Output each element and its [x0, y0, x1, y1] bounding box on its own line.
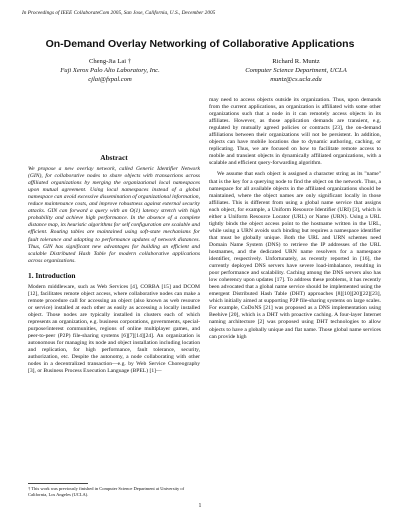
author-affiliation: Fuji Xerox Palo Alto Laboratory, Inc.: [60, 67, 160, 74]
left-column: [28, 101, 200, 379]
body-paragraph: We assume that each object is assigned a character string as its "name" that is the key for a querying node to find the object on the network. Thus, a namespace for all available objects in the affiliated organizations should be maintained, where the object names are only significant locally in those affiliates. This is different from using a global name service that assigns each object, for example, a Uniform Resource Identifier (URI) [3], which is either a Uniform Resource Locator (URL) or Name (URN). Using a URL tightly binds the object access point to the hostname written in the URL, while using a URN avoids such binding but requires a namespace identifier that must be globally unique. Both the URL and URN schemes need Domain Name System (DNS) to retrieve the IP addresses of the URL hostnames, and the dedicated URN name resolvers for a namespace identifier, respectively. Unfortunately, as recently reported in [16], the currently deployed DNS servers have severe load-imbalance, resulting in poor performance and scalability. Caching among the DNS servers also has low coherency upon updates [17]. To address these problems, it has recently been advocated that a global name service should be implemented using the emergent Distributed Hash Table (DHT) approaches [8][10][20][22][23], which initially aimed at supporting P2P file-sharing systems on large scales. For example, CoDoNS [21] was proposed as a DNS implementation using Beehive [20], which is a DHT with proactive caching. A four-layer Internet naming architecture [2] was proposed using DHT technologies to allow objects to have a globally unique and flat name. Those global name services can provide high: [209, 171, 381, 340]
page-number: 1: [198, 503, 202, 509]
author-block: [206, 57, 386, 84]
author-email: muntz@cs.ucla.edu: [270, 76, 322, 83]
author-name: Richard R. Muntz: [272, 58, 320, 65]
abstract-text: We propose a new overlay network, called Generic Identifier Network (GIN), for collaborative nodes to share objects with transactions across affiliated organizations by merging the organizational local namespaces upon mutual agreement. Using local namespaces instead of a global namespace can avoid excessive dissemination of organizational information, reduce maintenance costs, and improve robustness against external security attacks. GIN can forward a query with an O(1) latency stretch with high probability and achieve high performance. In the absence of a complete distance map, its heuristic algorithms for self configuration are scalable and efficient. Routing tables are maintained using soft-state mechanisms for fault tolerance and adapting to performance updates of network distances. Thus, GIN has significant new advantages for building an efficient and scalable Distributed Hash Table for modern collaborative applications across organizations.: [28, 166, 200, 264]
section-heading: 1. Introduction: [28, 270, 76, 280]
paper-title: On-Demand Overlay Networking of Collaborative Applications: [45, 38, 355, 50]
author-affiliation: Computer Science Department, UCLA: [245, 67, 347, 74]
author-name: Cheng-Jia Lai †: [88, 58, 132, 65]
footnote: † This work was previously finished in Computer Science Department at University of California, Los Angeles (UCLA).: [28, 486, 185, 497]
footnote-divider: [28, 483, 88, 484]
proceedings-header: In Proceedings of IEEE CollaborateCom 2005, San Jose, California, U.S., December 2005: [22, 10, 216, 16]
abstract-heading: Abstract: [100, 153, 128, 162]
author-block: [20, 57, 200, 84]
body-paragraph: may need to access objects outside its organization. Thus, upon demands from the current applications, an organization is affiliated with some other organizations such that a node in it can remotely access objects in its affiliates. However, as those application demands are transient, e.g. regulated by mutually agreed policies or contracts [23], the on-demand affiliations between their organizations will not be persistent. In addition, objects can have mobile locations due to dynamic authoring, caching, or replicating. Thus, we are focused on how to facilitate remote access to mobile and transient objects in dynamically affiliated organizations, with a scalable and efficient query-forwarding algorithm.: [209, 97, 381, 167]
right-column: [209, 97, 381, 345]
author-email: cjlai@fxpal.com: [88, 76, 132, 83]
intro-paragraph: Modern middleware, such as Web Services [4], CORBA [15] and DCOM [12], facilitates remote object access, where collaborative nodes can make a remote procedure call for accessing an object (also known as web resource or service) installed at each other as easily as accessing a locally installed object. Those nodes are typically installed in clusters each of which represents an organization, e.g. business corporations, governments, special-purpose/interest communities, regions of online multiplayer games, and peer-to-peer (P2P) file-sharing systems [6][7][14][24]. An organization is autonomous for managing its node and object installation including location and replication, for high performance, fault tolerance, security, authorization, etc. Despite the autonomy, a node collaborating with other nodes in a decentralized transaction—e.g. by Web Service Choreography [3], or Business Process Execution Language (BPEL) [1]—: [28, 283, 200, 375]
